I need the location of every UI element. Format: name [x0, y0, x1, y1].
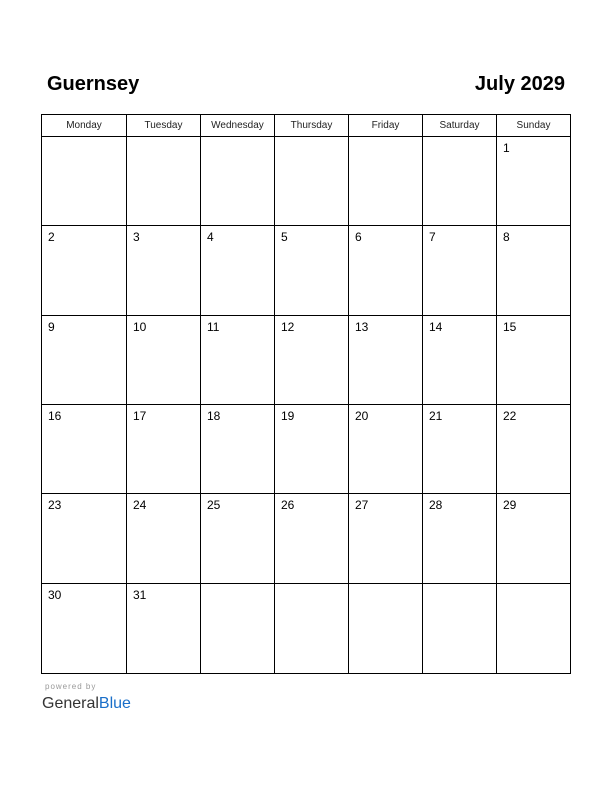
day-number: 9: [48, 319, 55, 334]
day-cell: [201, 584, 275, 673]
day-cell: [423, 137, 497, 225]
day-number: 1: [503, 141, 510, 155]
day-cell: [349, 405, 423, 493]
day-number: 28: [429, 498, 443, 513]
day-cell: [42, 226, 127, 314]
day-cell: [127, 226, 201, 314]
day-number: 16: [48, 408, 62, 423]
weekday-wednesday: Wednesday: [201, 115, 275, 136]
day-cell: [42, 405, 127, 493]
day-cell: [201, 316, 275, 404]
day-cell: [275, 494, 349, 582]
region-title: Guernsey: [47, 73, 140, 95]
day-number: 5: [281, 230, 288, 245]
day-number: 6: [355, 230, 362, 245]
day-cell: [497, 405, 570, 493]
day-cell: [423, 405, 497, 493]
day-number: 23: [48, 498, 62, 513]
weekday-monday: Monday: [42, 115, 127, 136]
weekday-sunday: Sunday: [516, 120, 551, 131]
day-cell: [201, 226, 275, 314]
day-number: 29: [503, 498, 517, 513]
day-cell: [275, 137, 349, 225]
day-number: 20: [355, 408, 369, 423]
day-number: 30: [48, 587, 62, 602]
day-number: 12: [281, 319, 295, 334]
day-cell: [201, 405, 275, 493]
day-cell: [497, 137, 570, 225]
day-number: 13: [355, 319, 369, 334]
week-row-2: [42, 226, 570, 315]
day-cell: [42, 316, 127, 404]
week-row-1: [42, 137, 570, 226]
day-number: 2: [48, 230, 55, 245]
week-row-4: [42, 405, 570, 494]
day-cell: [275, 226, 349, 314]
day-cell: [423, 226, 497, 314]
generalblue-logo: [42, 694, 131, 714]
calendar-grid: [41, 114, 571, 674]
day-cell: [201, 494, 275, 582]
day-number: 18: [207, 408, 221, 423]
day-cell: [349, 137, 423, 225]
brand-name-part1: General: [42, 695, 99, 712]
day-cell: [423, 494, 497, 582]
powered-by-text: powered by: [45, 682, 97, 691]
day-cell: [497, 584, 570, 673]
day-cell: [127, 137, 201, 225]
week-row-6: [42, 584, 570, 673]
weekday-saturday: Saturday: [423, 115, 497, 136]
weekday-tuesday: Tuesday: [127, 115, 201, 136]
week-row-5: [42, 494, 570, 583]
weekday-header-row: [42, 115, 570, 137]
day-number: 27: [355, 498, 369, 513]
day-cell: [127, 584, 201, 673]
day-number: 19: [281, 408, 295, 423]
weekday-friday: Friday: [349, 115, 423, 136]
day-cell: [275, 316, 349, 404]
day-cell: [497, 226, 570, 314]
footer-branding: [42, 682, 131, 714]
day-cell: [497, 494, 570, 582]
day-cell: [42, 137, 127, 225]
day-number: 14: [429, 319, 443, 334]
day-number: 25: [207, 498, 221, 513]
day-number: 21: [429, 408, 443, 423]
day-cell: [497, 316, 570, 404]
week-row-3: [42, 316, 570, 405]
day-cell: [201, 137, 275, 225]
day-number: 3: [133, 230, 140, 245]
day-number: 24: [133, 498, 147, 513]
day-number: 17: [133, 408, 147, 423]
day-number: 31: [133, 587, 147, 602]
day-number: 7: [429, 230, 436, 245]
day-cell: [127, 405, 201, 493]
day-cell: [127, 494, 201, 582]
day-number: 11: [207, 319, 220, 334]
day-cell: [349, 316, 423, 404]
weekday-thursday: Thursday: [275, 115, 349, 136]
day-cell: [42, 584, 127, 673]
day-number: 8: [503, 230, 510, 245]
day-cell: [127, 316, 201, 404]
day-number: 22: [503, 408, 517, 423]
day-number: 10: [133, 319, 147, 334]
day-cell: [423, 316, 497, 404]
day-cell: [42, 494, 127, 582]
day-cell: [275, 584, 349, 673]
day-cell: [423, 584, 497, 673]
day-cell: [349, 494, 423, 582]
day-number: 15: [503, 319, 517, 334]
day-number: 4: [207, 230, 214, 245]
day-cell: [349, 226, 423, 314]
brand-name-part2: Blue: [98, 695, 131, 712]
day-cell: [349, 584, 423, 673]
day-number: 26: [281, 498, 295, 513]
day-cell: [275, 405, 349, 493]
month-year-title: July 2029: [474, 73, 565, 95]
